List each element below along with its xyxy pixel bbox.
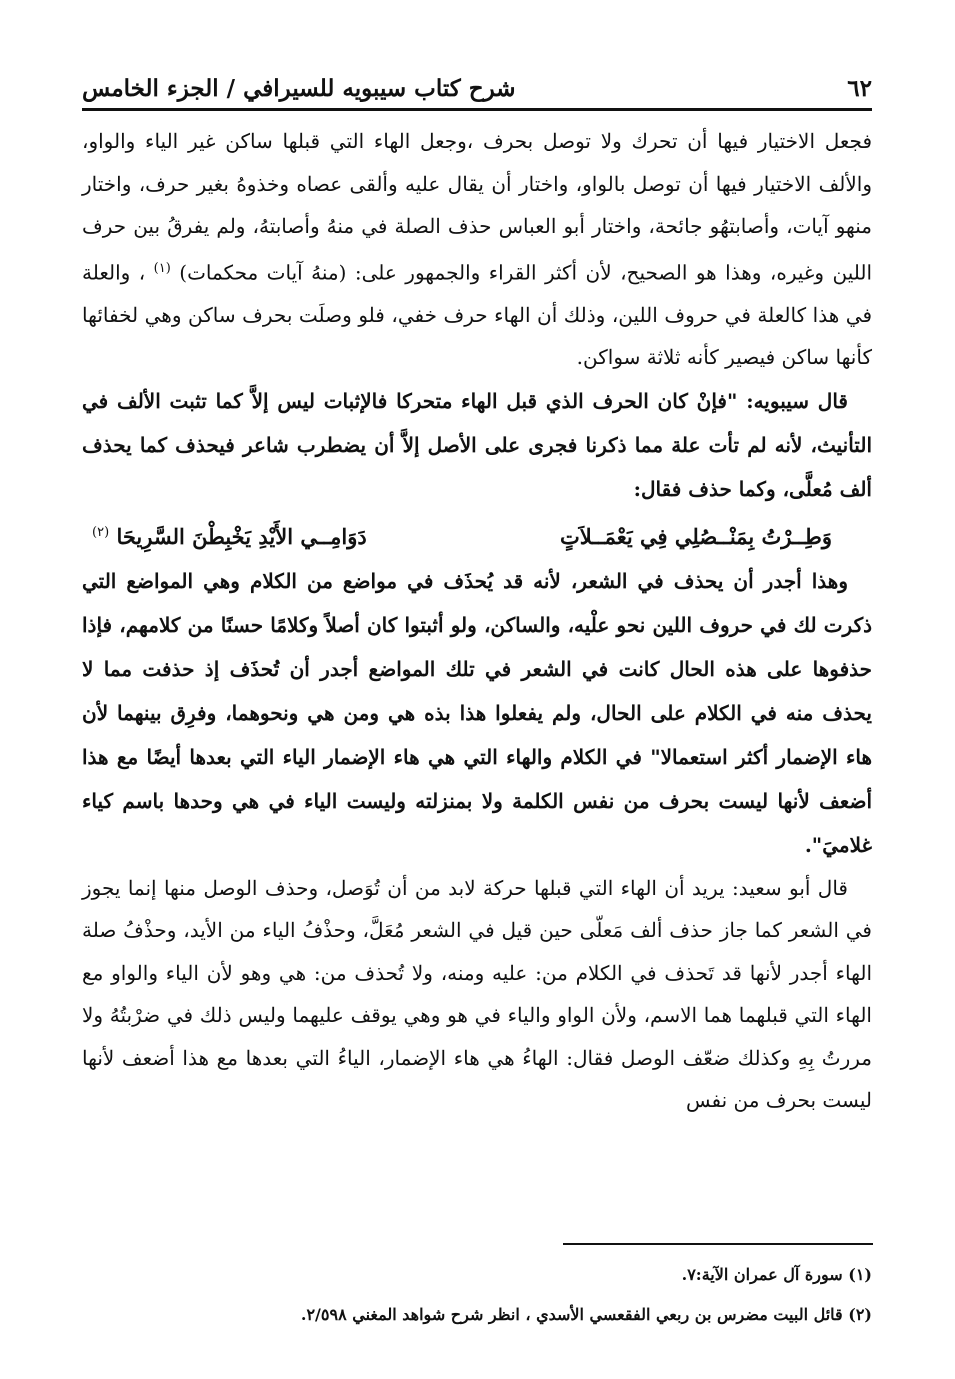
paragraph-quote-continuation: وهذا أجدر أن يحذف في الشعر، لأنه قد يُحذَف في مواضع من الكلام وهي المواضع التي ذكرت لك في حروف اللين نحو علْيه، والساكن، ولو أثبتوا كان أصلاً وكلامًا حسنًا من كلامهم، فإذا حذفوها على هذه الحال كانت في الشعر في تلك المواضع أجدر أن تُحذَف إذ حذفت مما لا يحذف منه في الكلام على الحال، ولم يفعلوا هذا بذه هي ومن هي ونحوهما، وفرِق بينهما لأن هاء الإضمار أكثر استعمالا" في الكلام والهاء التي هي هاء الإضمار الياء التي بعدها أيضًا مع هذا أضعف لأنها ليست بحرف من نفس الكلمة ولا بمنزلته وليست الياء في هي وحدها باسم كياء غلاميَ".: [82, 568, 872, 857]
page-number: ٦٢: [847, 75, 872, 102]
verse-hemistich-2: دَوَامِــي الأَيْدِ يَخْبِطْنَ السَّرِيحَا: [116, 523, 367, 549]
header-divider: [82, 108, 872, 111]
paragraph-abu-said: قال أبو سعيد: يريد أن الهاء التي قبلها حركة لابد من أن تُوَصل، وحذف الوصل منها إنما يجوز في الشعر كما جاز حذف ألف مَعلّى حين قيل في الشعر مُعَلَّ، وحذْفُ الياء من الأيد، وحذْفُ صلة الهاء أجدر لأنها قد تَحذف في الكلام من: عليه ومنه، ولا تُحذف من: هي وهو لأن الياء والواو مع الهاء التي قبلهما هما الاسم، ولأن الواو والياء في هو وهي يوقف عليهما وليس ذلك في ضرْبتُهُ ولا مررتُ بِهِ وكذلك ضعّف الوصل فقال: الهاءُ هي هاء الإضمار، الياءُ التي بعدها مع هذا أضعف لأنها ليست بحرف من نفس: [82, 875, 872, 1113]
running-title: شرح كتاب سيبويه للسيرافي / الجزء الخامس: [82, 75, 516, 102]
paragraph-1: [82, 120, 872, 379]
verse-hemistich-1: وَطِــرْتُ بِمَنْــصُلِي فِي يَعْمَــلاَتٍ: [559, 523, 832, 549]
page-header: [82, 62, 872, 102]
footnote-2: (٢) قائل البيت مضرس بن ربعي الفقعسي الأسدي ، انظر شرح شواهد المغني ٢/٥٩٨.: [300, 1305, 872, 1324]
paragraph-1-continuation: ، والعلة في هذا كالعلة في حروف اللين، وذلك أن الهاء حرف خفي، فلو وصلَت بحرف ساكن وهي لخفائها كأنها ساكن فيصير كأنه ثلاثة سواكن.: [82, 260, 872, 370]
footnote-1: (١) سورة آل عمران الآية:٧.: [681, 1265, 872, 1284]
main-text: [82, 120, 872, 1122]
footnotes: [82, 1255, 872, 1335]
footnote-divider: [563, 1243, 873, 1245]
paragraph-sibawayh-quote: قال سيبويه: "فإنْ كان الحرف الذي قبل الهاء متحركا فالإثبات ليس إلاَّ كما تثبت الألف في التأنيث، لأنه لم تأت علة مما ذكرنا فجرى على الأصل إلاَّ أن يضطرب شاعر فيحذف كما يحذف ألف مُعلَّى، وكما حذف فقال:: [82, 388, 872, 501]
footnote-ref-2: (٢): [92, 524, 110, 540]
paragraph-1-text: فجعل الاختيار فيها أن تحرك ولا توصل بحرف ،وجعل الهاء التي قبلها ساكن غير الياء والواو، والألف الاختيار فيها أن توصل بالواو، واختار أن يقال عليه وألقى عصاه وخذوهُ بغير حرف، واختار منهو آيات، وأصابتهُو جائحة، واختار أبو العباس حذف الصلة في منهُ وأصابتهُ، ولم يفرقُ بين حرف اللين وغيره، وهذا هو الصحيح، لأن أكثر القراء والجمهور على: (منهُ آيات محكمات): [82, 129, 872, 285]
poetry-verse: [82, 511, 872, 559]
verse-hemistich-2-wrap: [92, 511, 367, 559]
footnote-ref-1: (١): [153, 260, 171, 276]
